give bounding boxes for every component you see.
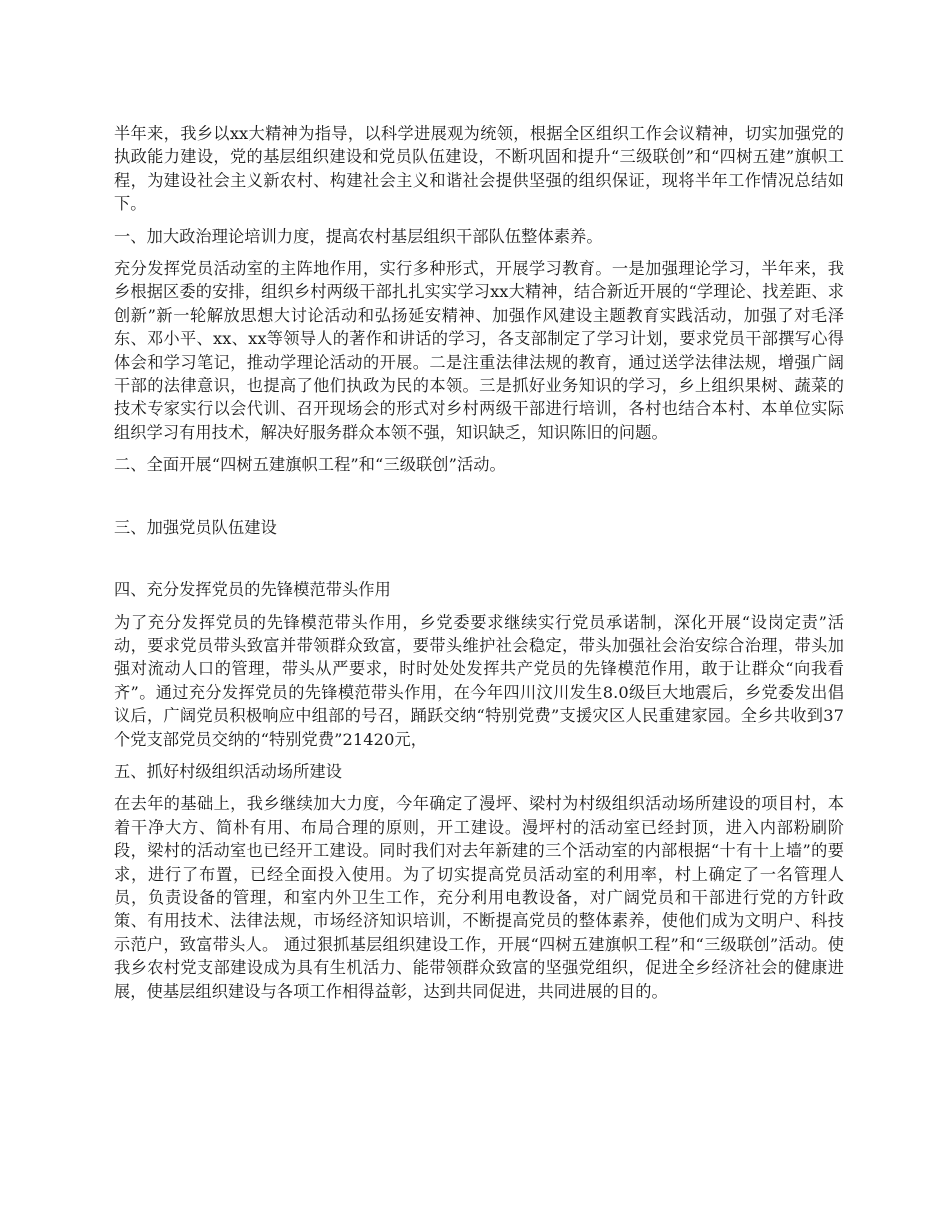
intro-paragraph: 半年来，我乡以xx大精神为指导，以科学进展观为统领，根据全区组织工作会议精神，切实加强党的执政能力建设，党的基层组织建设和党员队伍建设，不断巩固和提升“三级联创”和“四树五建”旗帜工程，为建设社会主义新农村、构建社会主义和谐社会提供坚强的组织保证，现将半年工作情况总结如下。 [114,124,844,214]
section-4-heading: 四、充分发挥党员的先锋模范带头作用 [114,580,391,600]
document-body [114,122,844,1012]
section-4-paragraph: 为了充分发挥党员的先锋模范带头作用，乡党委要求继续实行党员承诺制，深化开展“设岗定责”活动，要求党员带头致富并带领群众致富，要带头维护社会稳定，带头加强社会治安综合治理，带头加强对流动人口的管理，带头从严要求，时时处处发挥共产党员的先锋模范作用，敢于让群众“向我看齐”。通过充分发挥党员的先锋模范带头作用，在今年四川汶川发生8.0级巨大地震后，乡党委发出倡议后，广阔党员积极响应中组部的号召，踊跃交纳“特别党费”支援灾区人民重建家园。全乡共收到37个党支部党员交纳的“特别党费”21420元， [114,612,844,749]
section-5-heading: 五、抓好村级组织活动场所建设 [114,761,343,781]
section-1-paragraph: 充分发挥党员活动室的主阵地作用，实行多种形式，开展学习教育。一是加强理论学习，半年来，我乡根据区委的安排，组织乡村两级干部扎扎实实学习xx大精神，结合新近开展的“学理论、找差距、求创新”新一轮解放思想大讨论活动和弘扬延安精神、加强作风建设主题教育实践活动，加强了对毛泽东、邓小平、xx、xx等领导人的著作和讲话的学习，各支部制定了学习计划，要求党员干部撰写心得体会和学习笔记，推动学理论活动的开展。二是注重法律法规的教育，通过送学法律法规，增强广阔干部的法律意识，也提高了他们执政为民的本领。三是抓好业务知识的学习，乡上组织果树、蔬菜的技术专家实行以会代训、召开现场会的形式对乡村两级干部进行培训，各村也结合本村、本单位实际组织学习有用技术，解决好服务群众本领不强，知识缺乏，知识陈旧的问题。 [114,259,844,442]
section-3-heading: 三、加强党员队伍建设 [114,517,277,537]
section-1-heading: 一、加大政治理论培训力度，提高农村基层组织干部队伍整体素养。 [114,226,603,246]
section-2-heading: 二、全面开展“四树五建旗帜工程”和“三级联创”活动。 [114,455,506,475]
section-5-paragraph: 在去年的基础上，我乡继续加大力度，今年确定了漫坪、梁村为村级组织活动场所建设的项目村，本着干净大方、简朴有用、布局合理的原则，开工建设。漫坪村的活动室已经封顶，进入内部粉刷阶段，梁村的活动室也已经开工建设。同时我们对去年新建的三个活动室的内部根据“十有十上墙”的要求，进行了布置，已经全面投入使用。为了切实提高党员活动室的利用率，村上确定了一名管理人员，负责设备的管理，和室内外卫生工作，充分利用电教设备，对广阔党员和干部进行党的方针政策、有用技术、法律法规，市场经济知识培训，不断提高党员的整体素养，使他们成为文明户、科技示范户，致富带头人。 通过狠抓基层组织建设工作，开展“四树五建旗帜工程”和“三级联创”活动。使我乡农村党支部建设成为具有生机活力、能带领群众致富的坚强党组织，促进全乡经济社会的健康进展，使基层组织建设与各项工作相得益彰，达到共同促进，共同进展的目的。 [114,794,844,1001]
blank-space [114,486,844,516]
blank-space [114,548,844,578]
